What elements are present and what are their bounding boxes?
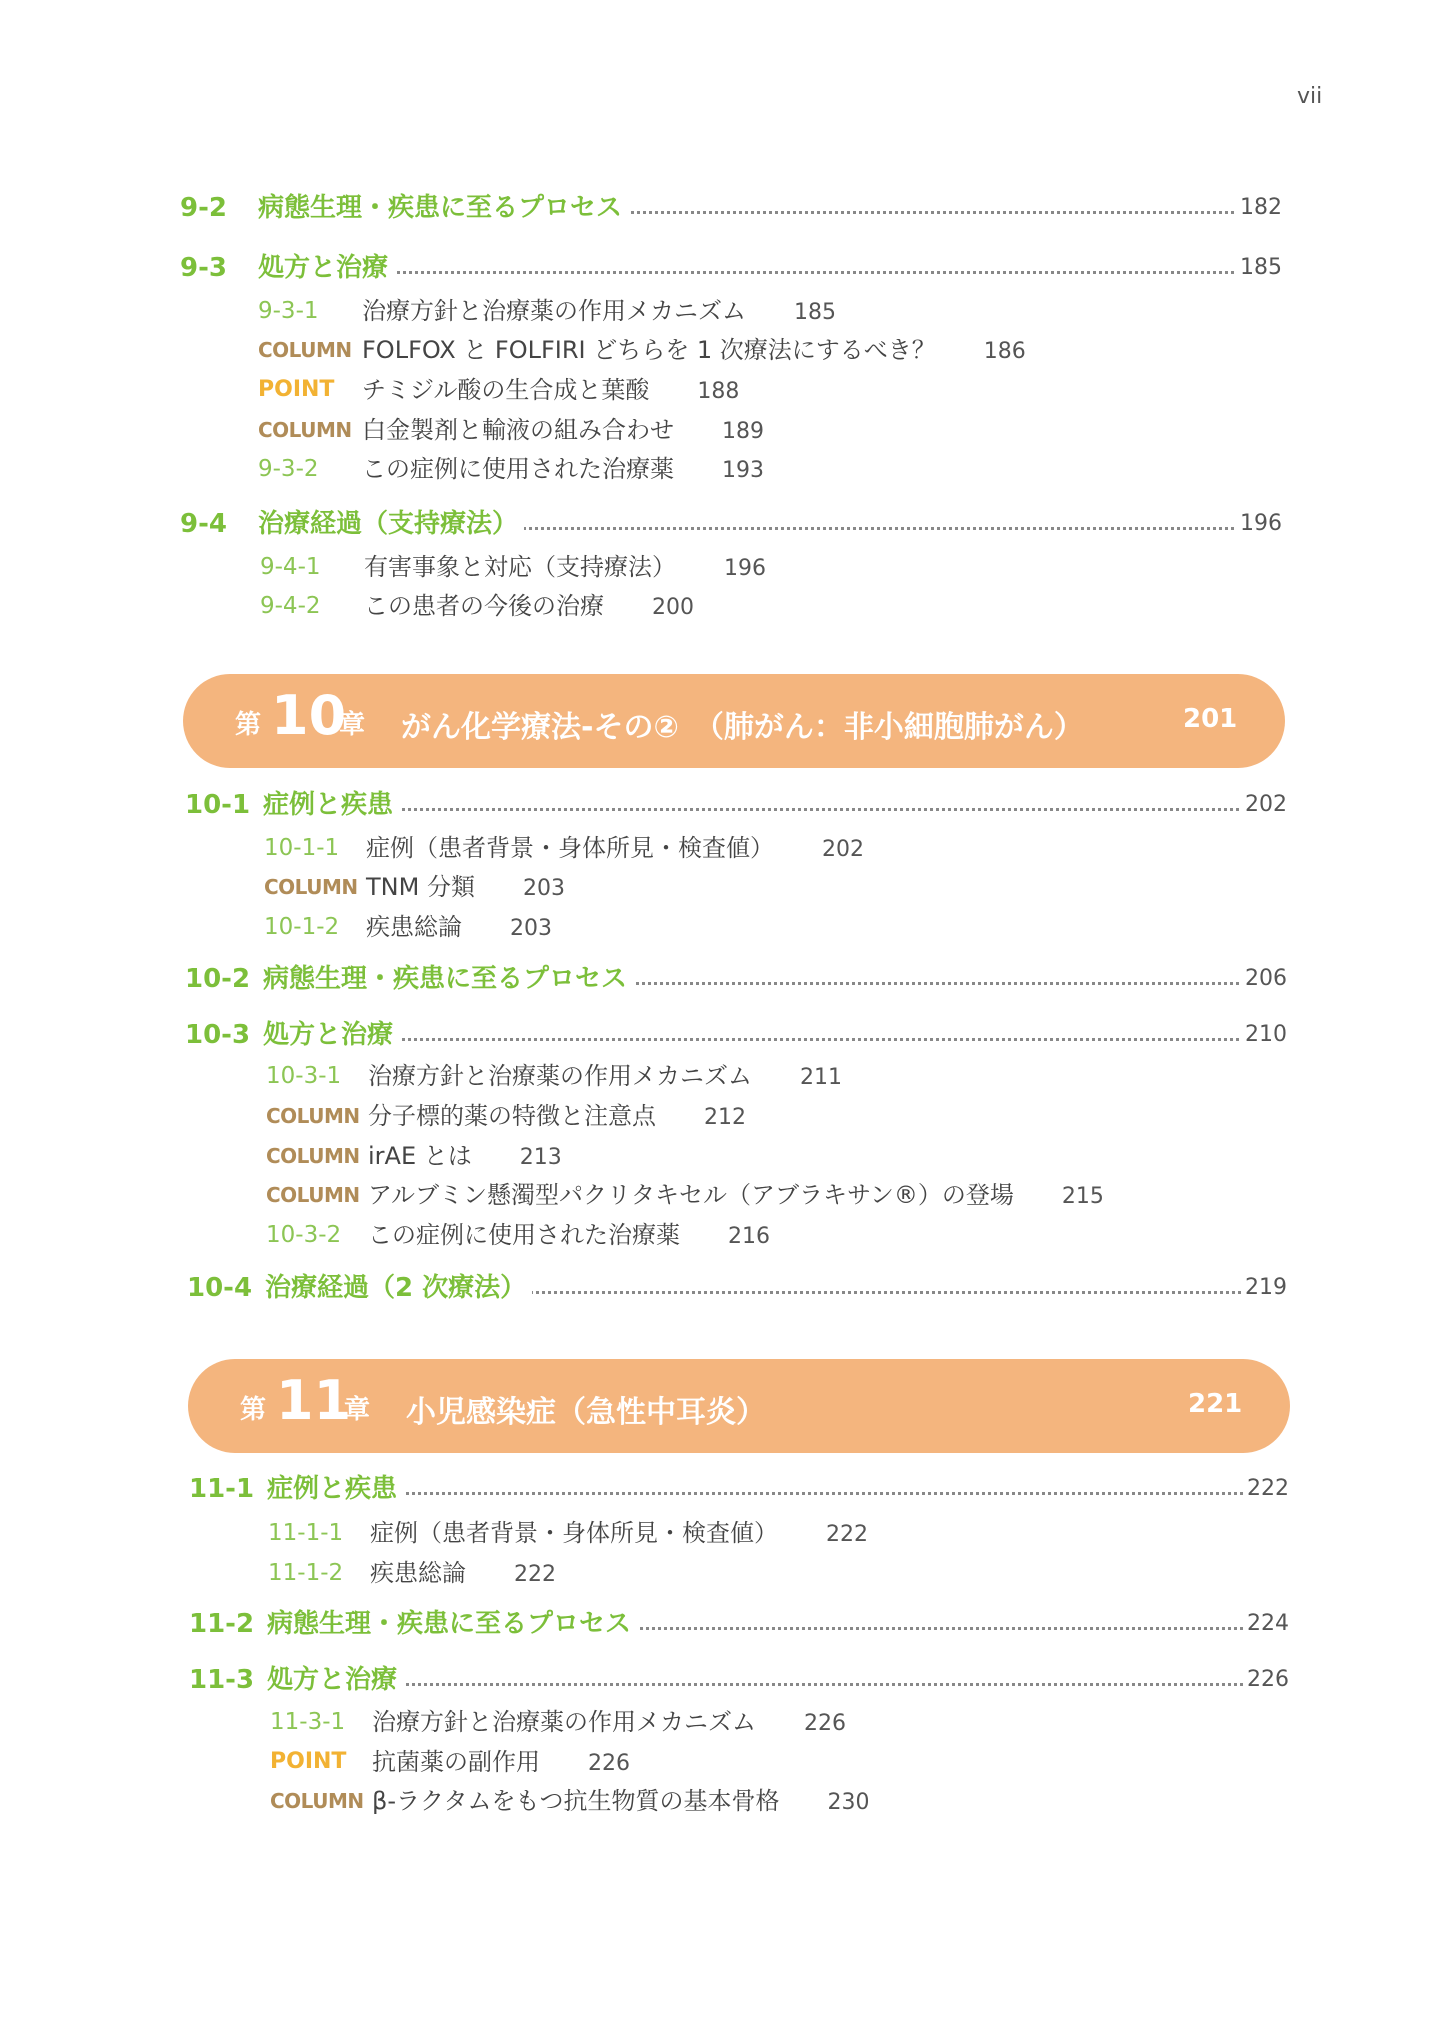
entry-title: 治療方針と治療薬の作用メカニズム [372, 1708, 756, 1736]
chapter-dai: 第 [240, 1395, 267, 1425]
entry-page: 196 [724, 556, 766, 581]
chapter-sho: 章 [339, 710, 366, 740]
chapter-10-heading[interactable] [183, 674, 1285, 768]
chapter-title: 小児感染症（急性中耳炎） [406, 1395, 766, 1430]
entry-title: 疾患総論 [370, 1559, 466, 1587]
section-title: 病態生理・疾患に至るプロセス [263, 961, 633, 997]
chapter-number: 11 [276, 1369, 352, 1432]
section-number: 10-4 [187, 1273, 253, 1303]
section-page: 219 [1241, 1270, 1287, 1306]
entry-title: β-ラクタムをもつ抗生物質の基本骨格 [372, 1787, 780, 1815]
entry-title: この患者の今後の治療 [364, 592, 604, 620]
entry-page: 186 [983, 339, 1026, 364]
section-number: 11-1 [189, 1474, 255, 1504]
chapter-page: 221 [1188, 1389, 1243, 1419]
entry-page: 222 [514, 1562, 556, 1587]
entry-page: 203 [510, 916, 552, 941]
column-label: COLUMN [258, 338, 352, 362]
entry-page: 215 [1061, 1184, 1104, 1209]
section-title: 病態生理・疾患に至るプロセス [267, 1606, 637, 1642]
section-page: 185 [1236, 250, 1282, 286]
column-label: COLUMN [258, 418, 352, 442]
entry-page: 211 [800, 1065, 842, 1090]
entry-title: 有害事象と対応（支持療法） [364, 553, 676, 581]
column-label: COLUMN [270, 1789, 364, 1813]
entry-page: 216 [728, 1224, 770, 1249]
point-label: POINT [258, 377, 335, 402]
entry-number: 10-1-1 [264, 835, 340, 861]
entry-number: 11-1-1 [268, 1520, 344, 1546]
section-title: 処方と治療 [258, 250, 394, 286]
section-page: 210 [1241, 1017, 1287, 1053]
column-label: COLUMN [266, 1104, 360, 1128]
entry-title: 治療方針と治療薬の作用メカニズム [368, 1062, 752, 1090]
entry-page: 222 [826, 1522, 868, 1547]
section-title: 病態生理・疾患に至るプロセス [258, 190, 628, 226]
column-label: COLUMN [266, 1144, 360, 1168]
section-title: 治療経過（支持療法） [258, 506, 524, 542]
chapter-sho: 章 [344, 1395, 371, 1425]
entry-title: 白金製剤と輸液の組み合わせ [362, 416, 674, 444]
entry-page: 230 [827, 1790, 870, 1815]
entry-number: 9-3-1 [258, 298, 319, 324]
toc-section-9-3[interactable] [180, 250, 1282, 286]
leader-dots [275, 808, 1277, 811]
section-page: 222 [1243, 1471, 1289, 1507]
entry-number: 9-4-1 [260, 554, 321, 580]
entry-page: 226 [804, 1711, 846, 1736]
entry-number: 10-3-2 [266, 1222, 342, 1248]
entry-title: irAE とは [368, 1142, 472, 1170]
section-title: 症例と疾患 [267, 1471, 403, 1507]
leader-dots [279, 1492, 1279, 1495]
entry-title: 治療方針と治療薬の作用メカニズム [362, 297, 746, 325]
entry-page: 212 [704, 1105, 746, 1130]
toc-section-9-2[interactable] [180, 190, 1282, 226]
section-title: 処方と治療 [263, 1017, 399, 1053]
entry-number: 10-3-1 [266, 1063, 342, 1089]
column-label: COLUMN [264, 875, 358, 899]
chapter-title: がん化学療法-その② （肺がん：非小細胞肺がん） [401, 710, 1084, 745]
section-number: 10-2 [185, 964, 251, 994]
toc-section-10-4[interactable] [187, 1270, 1287, 1306]
entry-page: 188 [697, 379, 740, 404]
section-number: 9-4 [180, 509, 227, 539]
entry-title: この症例に使用された治療薬 [362, 455, 674, 483]
entry-title: 症例（患者背景・身体所見・検査値） [366, 834, 774, 862]
entry-number: 10-1-2 [264, 914, 340, 940]
entry-page: 189 [722, 419, 764, 444]
section-number: 10-3 [185, 1020, 251, 1050]
entry-page: 226 [588, 1751, 630, 1776]
entry-title: 症例（患者背景・身体所見・検査値） [370, 1519, 778, 1547]
page-number: vii [1297, 84, 1323, 109]
entry-number: 11-1-2 [268, 1560, 344, 1586]
section-number: 10-1 [185, 790, 251, 820]
section-title: 治療経過（2 次療法） [265, 1270, 532, 1306]
toc-section-10-3[interactable] [185, 1017, 1287, 1053]
toc-section-10-2[interactable] [185, 961, 1287, 997]
chapter-11-heading[interactable] [188, 1359, 1290, 1453]
point-label: POINT [270, 1749, 347, 1774]
column-label: COLUMN [266, 1183, 360, 1207]
entry-number: 9-4-2 [260, 593, 321, 619]
section-page: 226 [1243, 1662, 1289, 1698]
section-number: 11-2 [189, 1609, 255, 1639]
chapter-dai: 第 [235, 710, 262, 740]
section-page: 182 [1236, 190, 1282, 226]
section-page: 206 [1241, 961, 1287, 997]
section-page: 196 [1236, 506, 1282, 542]
entry-title: TNM 分類 [366, 873, 475, 901]
entry-page: 193 [722, 458, 764, 483]
entry-page: 200 [652, 595, 694, 620]
entry-title: チミジル酸の生合成と葉酸 [362, 376, 650, 404]
entry-page: 203 [522, 876, 565, 901]
section-page: 224 [1243, 1606, 1289, 1642]
section-title: 処方と治療 [267, 1662, 403, 1698]
toc-section-11-3[interactable] [189, 1662, 1289, 1698]
entry-title: FOLFOX と FOLFIRI どちらを 1 次療法にするべき？ [362, 336, 936, 364]
chapter-number: 10 [271, 684, 347, 747]
leader-dots [270, 271, 1272, 274]
entry-number: 9-3-2 [258, 456, 319, 482]
entry-number: 11-3-1 [270, 1709, 346, 1735]
toc-section-9-4[interactable] [180, 506, 1282, 542]
section-page: 202 [1241, 787, 1287, 823]
chapter-page: 201 [1183, 704, 1238, 734]
leader-dots [275, 1038, 1277, 1041]
toc-section-10-1[interactable] [185, 787, 1287, 823]
entry-page: 202 [822, 837, 864, 862]
leader-dots [279, 1683, 1279, 1686]
toc-section-11-2[interactable] [189, 1606, 1289, 1642]
entry-title: 抗菌薬の副作用 [372, 1748, 540, 1776]
entry-title: この症例に使用された治療薬 [368, 1221, 680, 1249]
entry-page: 185 [794, 300, 836, 325]
entry-title: 分子標的薬の特徴と注意点 [368, 1102, 656, 1130]
entry-page: 213 [519, 1145, 562, 1170]
entry-title: 疾患総論 [366, 913, 462, 941]
entry-title: アルブミン懸濁型パクリタキセル（アブラキサン®）の登場 [368, 1181, 1014, 1209]
section-number: 9-2 [180, 193, 227, 223]
section-number: 11-3 [189, 1665, 255, 1695]
section-title: 症例と疾患 [263, 787, 399, 823]
section-number: 9-3 [180, 253, 227, 283]
toc-section-11-1[interactable] [189, 1471, 1289, 1507]
